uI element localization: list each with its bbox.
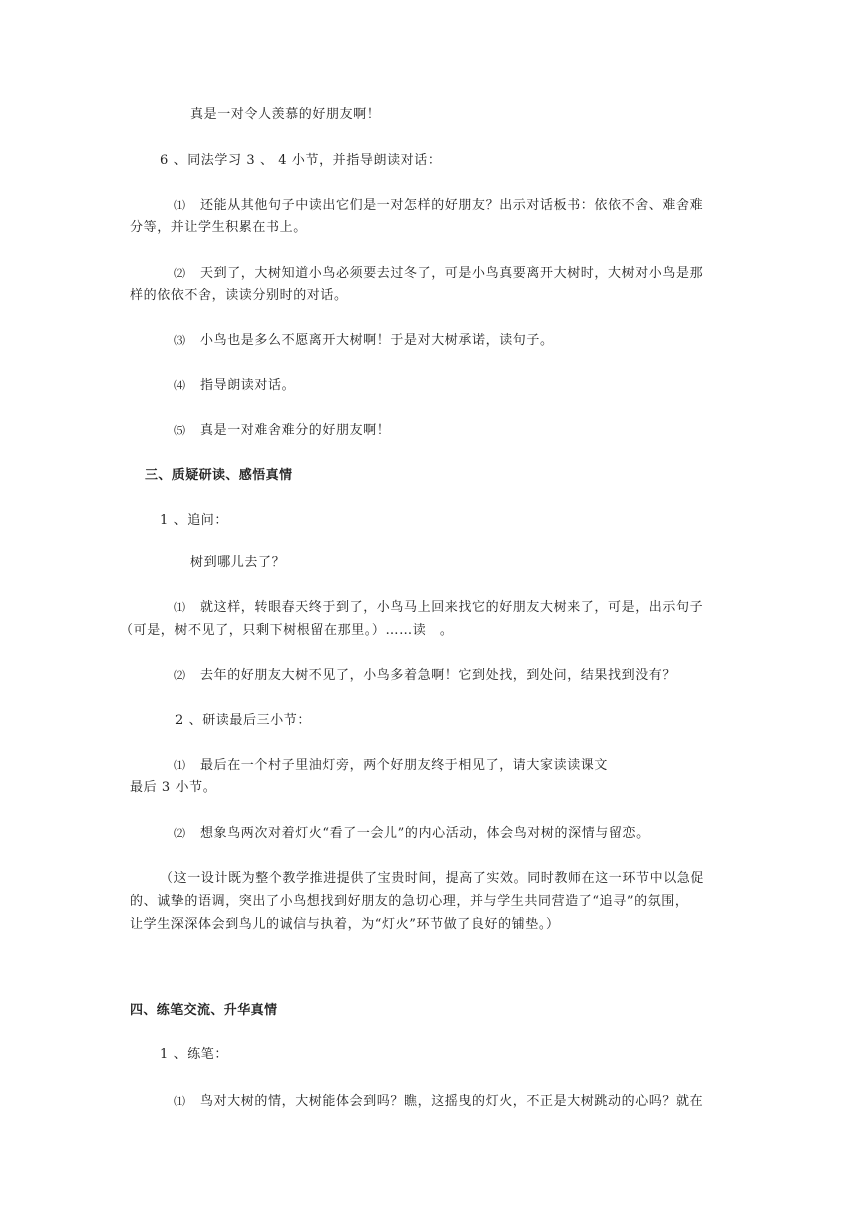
commentary-line: 让学生深深体会到鸟儿的诚信与执着，为“灯火”环节做了良好的铺垫。） bbox=[130, 917, 560, 932]
list-item bbox=[174, 263, 703, 285]
list-item bbox=[174, 597, 703, 619]
list-item bbox=[174, 195, 703, 217]
paragraph: 真是一对令人羡慕的好朋友啊！ bbox=[190, 107, 381, 122]
item-number: ⑴ bbox=[174, 1095, 186, 1108]
item-number: ⑴ bbox=[174, 759, 186, 772]
item-number: ⑷ bbox=[174, 379, 186, 392]
item-text: 想象鸟两次对着灯火“看了一会儿”的内心活动，体会鸟对树的深情与留恋。 bbox=[200, 826, 650, 841]
item-number: ⑶ bbox=[174, 334, 186, 347]
item-number: ⑸ bbox=[174, 424, 186, 437]
list-item-continuation: 分等，并让学生积累在书上。 bbox=[130, 220, 307, 235]
list-item-continuation: 样的依依不舍，读读分别时的对话。 bbox=[130, 288, 348, 303]
paragraph: 树到哪儿去了？ bbox=[190, 555, 286, 570]
list-item bbox=[174, 665, 676, 687]
item-text: 还能从其他句子中读出它们是一对怎样的好朋友？出示对话板书：依依不舍、难舍难 bbox=[200, 198, 704, 213]
paragraph: 1 、练笔： bbox=[160, 1047, 229, 1062]
paragraph: 6 、同法学习 3 、 4 小节，并指导朗读对话： bbox=[160, 153, 442, 168]
item-text: 指导朗读对话。 bbox=[200, 378, 296, 393]
item-number: ⑴ bbox=[174, 199, 186, 212]
list-item bbox=[174, 420, 390, 442]
paragraph: 2 、研读最后三小节： bbox=[175, 713, 312, 728]
list-item-continuation: 最后 3 小节。 bbox=[130, 780, 217, 795]
list-item bbox=[174, 330, 554, 352]
paragraph: 1 、追问： bbox=[160, 513, 229, 528]
item-number: ⑵ bbox=[174, 267, 186, 280]
list-item-continuation: （可是，树不见了，只剩下树根留在那里。）……读 。 bbox=[120, 623, 454, 638]
item-number: ⑵ bbox=[174, 669, 186, 682]
item-text: 小鸟也是多么不愿离开大树啊！于是对大树承诺，读句子。 bbox=[200, 333, 554, 348]
list-item bbox=[174, 755, 608, 777]
item-text: 就这样，转眼春天终于到了，小鸟马上回来找它的好朋友大树来了，可是，出示句子 bbox=[200, 600, 704, 615]
item-number: ⑵ bbox=[174, 827, 186, 840]
item-text: 天到了，大树知道小鸟必须要去过冬了，可是小鸟真要离开大树时，大树对小鸟是那 bbox=[200, 266, 704, 281]
item-text: 去年的好朋友大树不见了，小鸟多着急啊！它到处找，到处问，结果找到没有？ bbox=[200, 668, 677, 683]
list-item bbox=[174, 823, 650, 845]
section-heading: 四、练笔交流、升华真情 bbox=[130, 1003, 278, 1018]
item-text: 鸟对大树的情，大树能体会到吗？瞧，这摇曳的灯火，不正是大树跳动的心吗？就在 bbox=[200, 1094, 704, 1109]
commentary-line: 的、诚挚的语调，突出了小鸟想找到好朋友的急切心理，并与学生共同营造了“追寻”的氛围， bbox=[130, 894, 689, 909]
item-text: 真是一对难舍难分的好朋友啊！ bbox=[200, 423, 391, 438]
item-text: 最后在一个村子里油灯旁，两个好朋友终于相见了，请大家读读课文 bbox=[200, 758, 609, 773]
list-item bbox=[174, 1091, 703, 1113]
item-number: ⑴ bbox=[174, 601, 186, 614]
commentary-line: （这一设计既为整个教学推进提供了宝贵时间，提高了实效。同时教师在这一环节中以急促 bbox=[160, 871, 705, 886]
section-heading: 三、质疑研读、感悟真情 bbox=[145, 468, 293, 483]
list-item bbox=[174, 375, 295, 397]
